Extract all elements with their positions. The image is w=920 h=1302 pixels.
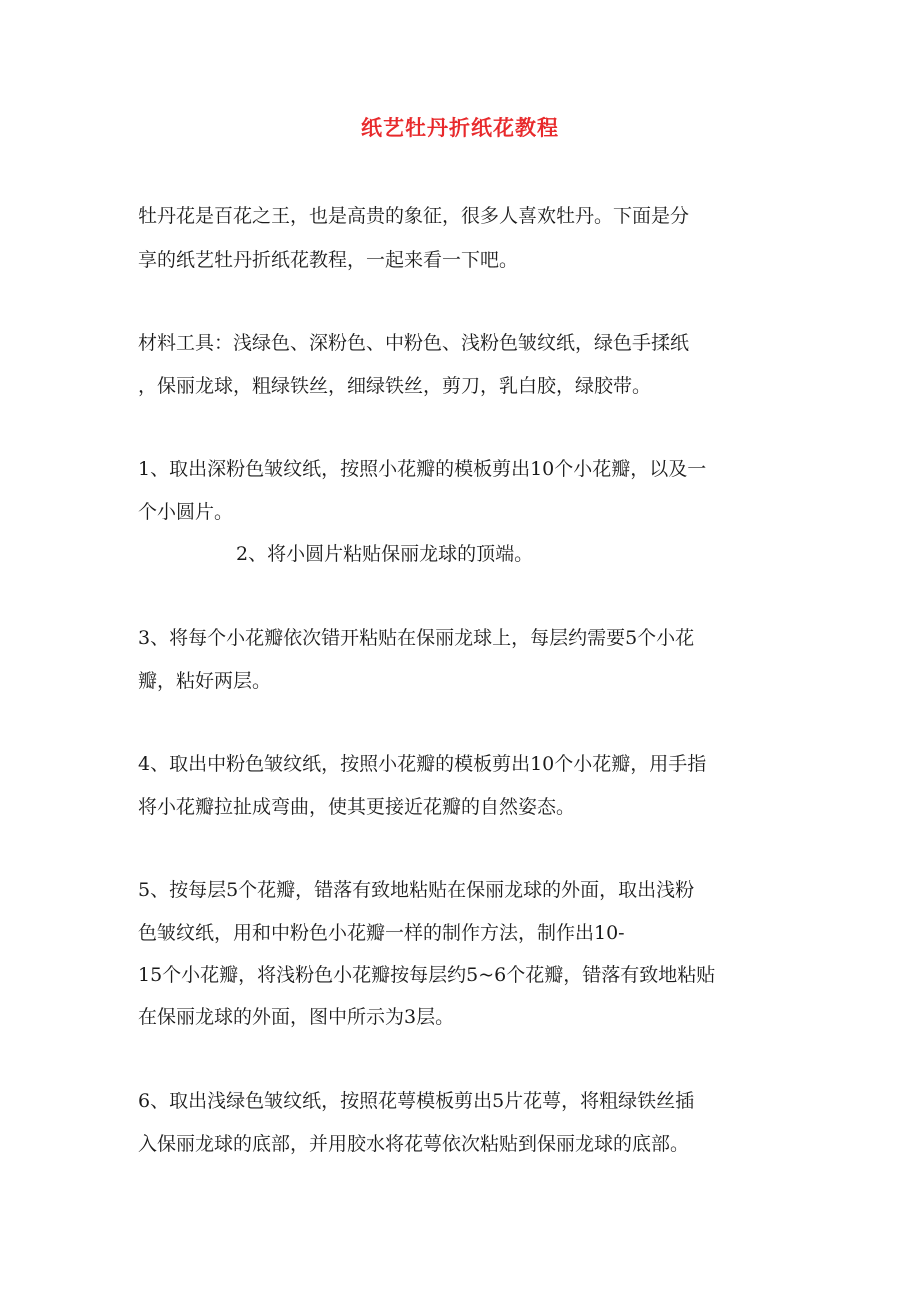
step3-line-2: 瓣，粘好两层。: [138, 670, 272, 692]
step2-line-1: 2、将小圆片粘贴保丽龙球的顶端。: [236, 543, 534, 565]
materials-line-2: ，保丽龙球，粗绿铁丝，细绿铁丝，剪刀，乳白胶，绿胶带。: [138, 375, 652, 397]
step6-line-2: 入保丽龙球的底部，并用胶水将花萼依次粘贴到保丽龙球的底部。: [138, 1133, 690, 1155]
step3-line-1: 3、将每个小花瓣依次错开粘贴在保丽龙球上，每层约需要5个小花: [138, 627, 695, 649]
step5-line-4: 在保丽龙球的外面，图中所示为3层。: [138, 1006, 455, 1028]
step1-line-1: 1、取出深粉色皱纹纸，按照小花瓣的模板剪出10个小花瓣，以及一: [138, 458, 707, 480]
intro-line-2: 享的纸艺牡丹折纸花教程，一起来看一下吧。: [138, 249, 519, 271]
materials-line-1: 材料工具：浅绿色、深粉色、中粉色、浅粉色皱纹纸，绿色手揉纸: [138, 332, 690, 354]
step4-line-2: 将小花瓣拉扯成弯曲，使其更接近花瓣的自然姿态。: [138, 796, 576, 818]
intro-line-1: 牡丹花是百花之王，也是高贵的象征，很多人喜欢牡丹。下面是分: [138, 205, 690, 227]
step6-line-1: 6、取出浅绿色皱纹纸，按照花萼模板剪出5片花萼，将粗绿铁丝插: [138, 1090, 695, 1112]
page-title: 纸艺牡丹折纸花教程: [361, 115, 559, 140]
step5-line-1: 5、按每层5个花瓣，错落有致地粘贴在保丽龙球的外面，取出浅粉: [138, 879, 695, 901]
step5-line-2: 色皱纹纸，用和中粉色小花瓣一样的制作方法，制作出10-: [138, 922, 625, 944]
step5-line-3: 15个小花瓣，将浅粉色小花瓣按每层约5~6个花瓣，错落有致地粘贴: [138, 964, 716, 986]
step1-line-2: 个小圆片。: [138, 501, 234, 523]
step4-line-1: 4、取出中粉色皱纹纸，按照小花瓣的模板剪出10个小花瓣，用手指: [138, 753, 707, 775]
